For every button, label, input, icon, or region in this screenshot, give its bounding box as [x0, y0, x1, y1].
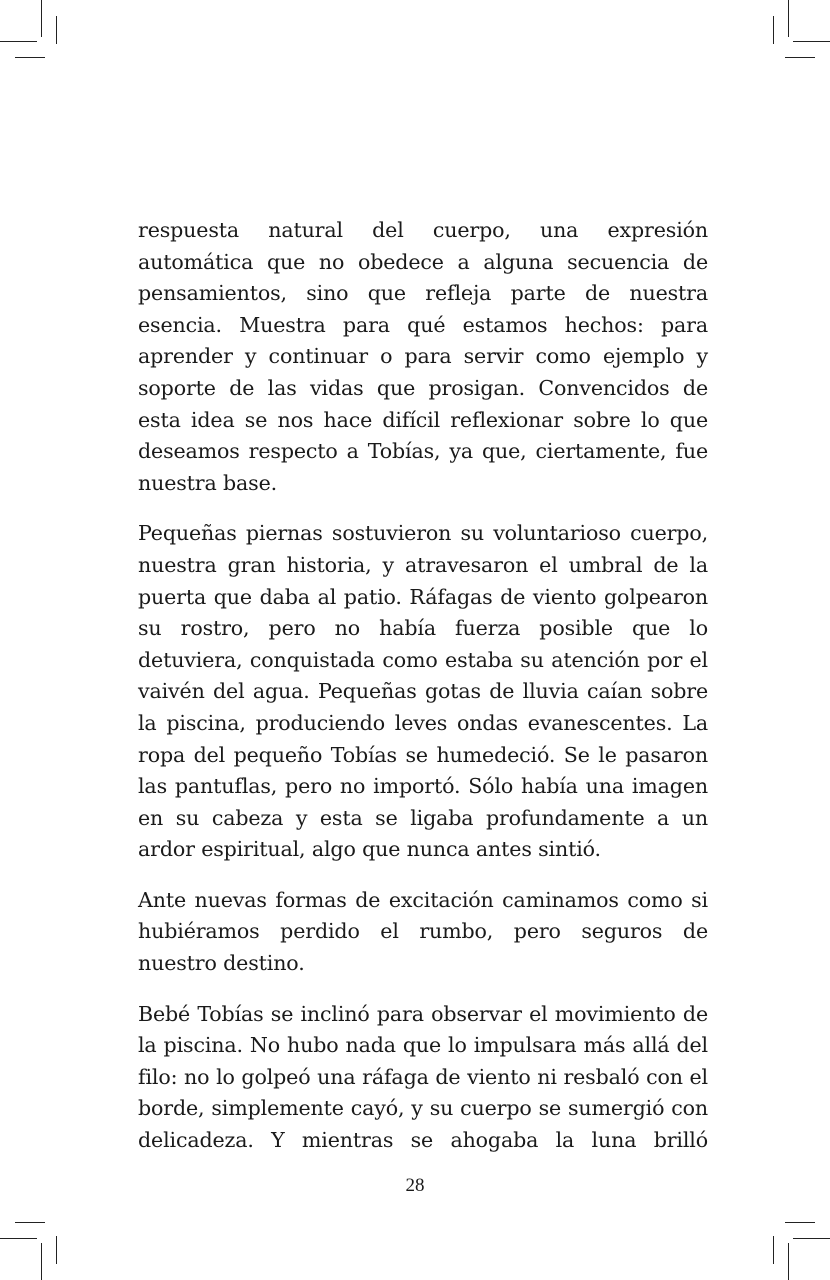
paragraph: Bebé Tobías se inclinó para observar el movimiento de la piscina. No hubo nada que lo impulsara más allá del filo: no lo golpeó una ráfaga de viento ni resbaló con el borde, simplemente cayó, y su cuerpo se sumergió con delicadeza. Y mientras se ahogaba la luna brilló — [138, 1001, 708, 1153]
paragraph: Pequeñas piernas sostuvieron su voluntarioso cuerpo, nuestra gran historia, y atravesaron el umbral de la puerta que daba al patio. Ráfagas de viento golpearon su rostro, pero no había fuerza posible que lo detuviera, conquistada como estaba su atención por el vaivén del agua. Pequeñas gotas de lluvia caían sobre la piscina, produciendo leves ondas evanescentes. La ropa del pequeño Tobías se humedeció. Se le pasaron las pantuflas, pero no importó. Sólo había una imagen en su cabeza y esta se ligaba profundamente a un ardor espiritual, algo que nunca antes sintió. — [138, 521, 708, 862]
body-text — [138, 215, 708, 1176]
page-number: 28 — [405, 1175, 425, 1196]
paragraph: respuesta natural del cuerpo, una expresión automática que no obedece a alguna secuencia de pensamientos, sino que refleja parte de nuestra esencia. Muestra para qué estamos hechos: para aprender y continuar o para servir como ejemplo y soporte de las vidas que prosigan. Convencidos de esta idea se nos hace difícil reflexionar sobre lo que deseamos respecto a Tobías, ya que, ciertamente, fue nuestra base. — [138, 218, 708, 495]
paragraph: Ante nuevas formas de excitación caminamos como si hubiéramos perdido el rumbo, pero seguros de nuestro destino. — [138, 887, 708, 976]
